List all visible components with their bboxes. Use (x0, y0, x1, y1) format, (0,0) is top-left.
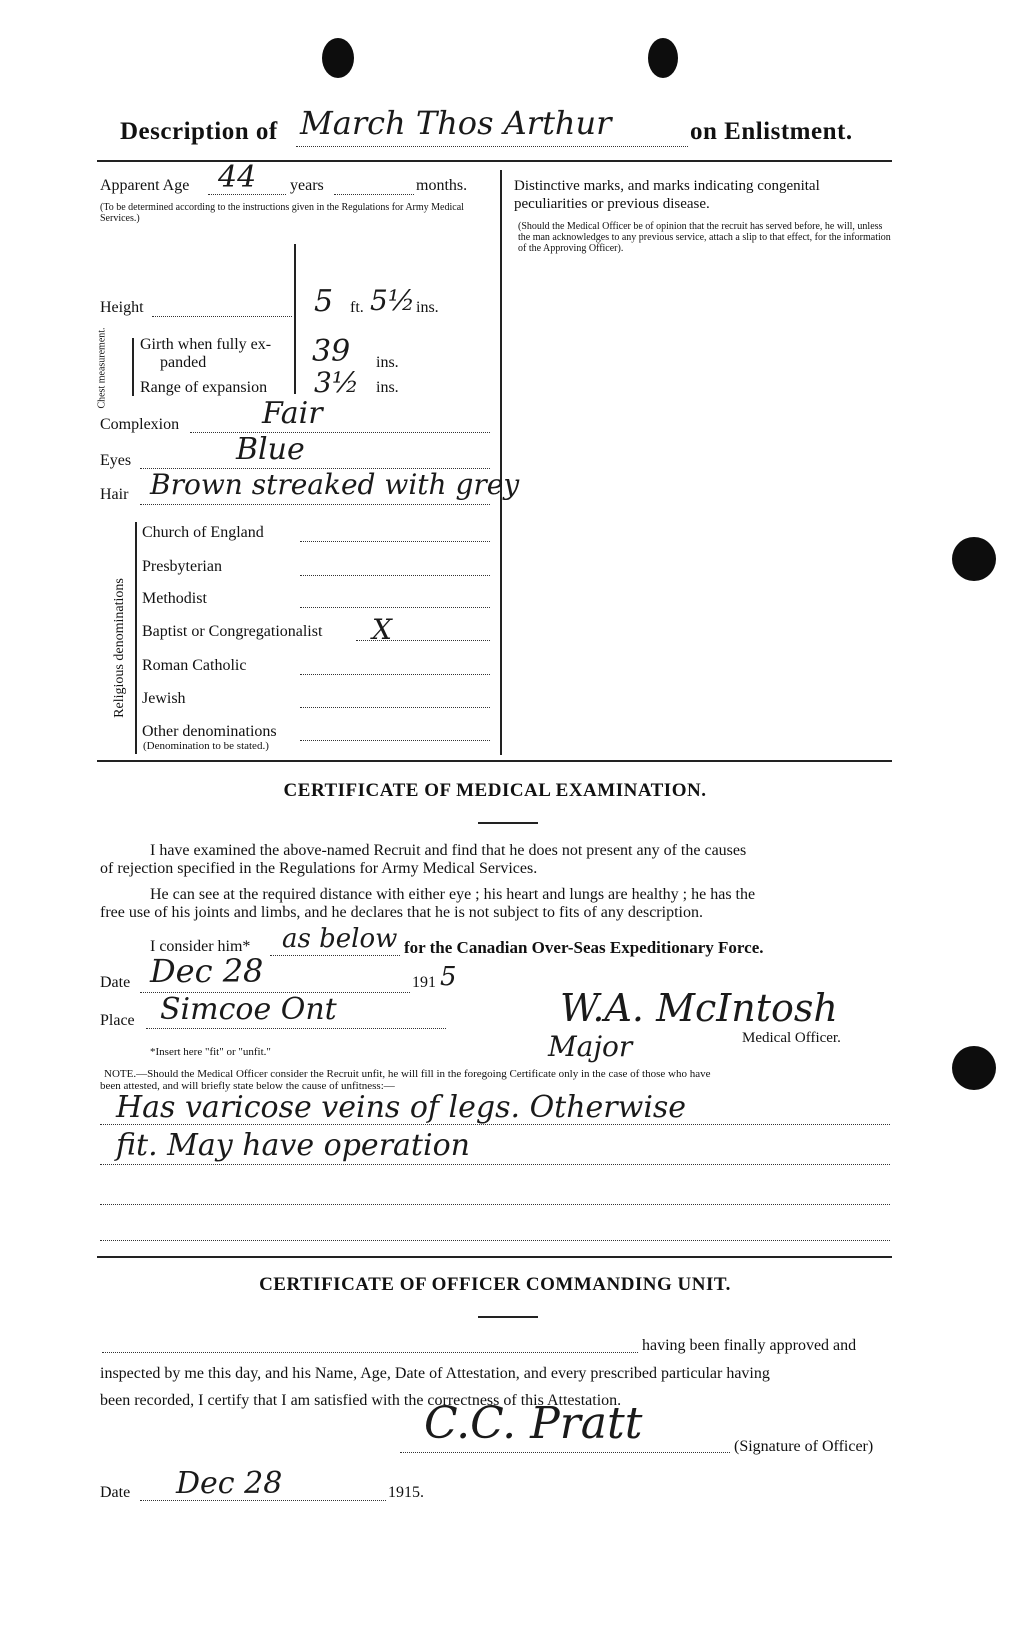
religion-mark: X (372, 613, 392, 646)
medical-title-underline (478, 822, 538, 824)
girth-ins-label: ins. (376, 354, 399, 371)
measure-bracket (294, 244, 296, 394)
range-ins-label: ins. (376, 379, 399, 396)
religion-bracket (135, 522, 137, 754)
apparent-age-label: Apparent Age (100, 177, 190, 194)
commanding-year: 1915. (388, 1484, 424, 1501)
remarks-line-2 (100, 1164, 890, 1165)
other-denomination-note: (Denomination to be stated.) (143, 740, 269, 752)
commanding-line3: been recorded, I certify that I am satisfied with the correctness of this Attestation. (100, 1392, 622, 1409)
height-in-value: 5½ (370, 284, 415, 317)
signature-of-officer-label: (Signature of Officer) (734, 1438, 874, 1455)
consider-suffix: for the Canadian Over-Seas Expeditionary Force. (404, 938, 764, 957)
religion-label: Church of England (142, 524, 264, 541)
ins-label: ins. (416, 299, 439, 316)
religion-side-label: Religious denominations (112, 578, 127, 718)
consider-prefix: I consider him* (150, 938, 251, 955)
commanding-title: CERTIFICATE OF OFFICER COMMANDING UNIT. (259, 1274, 731, 1295)
unfit-note-line1: NOTE.—Should the Medical Officer consider the Recruit unfit, he will fill in the foregoing Certificate only in the case of those who have (104, 1068, 711, 1080)
religion-line (300, 575, 490, 576)
religion-line (300, 541, 490, 542)
medical-para1-line2: of rejection specified in the Regulations for Army Medical Services. (100, 860, 538, 877)
chest-side-label: Chest measurement. (96, 327, 108, 409)
religion-label: Methodist (142, 590, 207, 607)
commanding-date-label: Date (100, 1484, 131, 1501)
title-suffix: on Enlistment. (690, 118, 853, 145)
punch-hole-right-upper (952, 537, 996, 581)
title-prefix: Description of (120, 118, 278, 145)
consider-value: as below (282, 924, 398, 954)
distinctive-heading-2: peculiarities or previous disease. (514, 196, 710, 212)
hair-label: Hair (100, 486, 129, 503)
medical-date-label: Date (100, 974, 131, 991)
distinctive-heading-1: Distinctive marks, and marks indicating congenital (514, 178, 820, 194)
distinctive-note: (Should the Medical Officer be of opinion that the recruit has served before, he will, unless the man acknowledges to any previous service, attach a slip to that effect, for the information of the Approving Officer). (518, 221, 891, 254)
place-line (146, 1028, 446, 1029)
section-rule-2 (97, 1256, 892, 1258)
medical-para2-line1: He can see at the required distance with either eye ; his heart and lungs are healthy ; he has the (150, 886, 756, 903)
religion-line (300, 707, 490, 708)
medical-officer-signature: W.A. McIntosh (560, 986, 838, 1030)
commanding-signature: C.C. Pratt (424, 1398, 643, 1449)
age-months-line (334, 194, 414, 195)
complexion-label: Complexion (100, 416, 180, 433)
remarks-line-4 (100, 1240, 890, 1241)
place-value: Simcoe Ont (160, 992, 337, 1027)
medical-year-prefix: 191 (412, 974, 436, 991)
medical-officer-rank: Major (548, 1030, 633, 1063)
remarks-line-2-text: fit. May have operation (116, 1128, 470, 1163)
apparent-age-value: 44 (218, 160, 257, 195)
medical-title: CERTIFICATE OF MEDICAL EXAMINATION. (283, 780, 707, 801)
commanding-name-line (102, 1352, 638, 1353)
range-value: 3½ (314, 366, 359, 399)
medical-date-value: Dec 28 (150, 952, 264, 990)
months-label: months. (416, 177, 468, 194)
commanding-signature-line (400, 1452, 730, 1453)
medical-year-value: 5 (440, 962, 457, 992)
commanding-line2: inspected by me this day, and his Name, Age, Date of Attestation, and every prescribed particular having (100, 1365, 770, 1382)
medical-para1-line1: I have examined the above-named Recruit and find that he does not present any of the causes (150, 842, 747, 859)
eyes-label: Eyes (100, 452, 132, 469)
commanding-line1-suffix: having been finally approved and (642, 1337, 857, 1354)
religion-label: Other denominations (142, 723, 277, 740)
complexion-line (190, 432, 490, 433)
religion-label: Jewish (142, 690, 186, 707)
unfit-note-line2: been attested, and will briefly state below the cause of unfitness:— (100, 1080, 395, 1092)
girth-value: 39 (312, 334, 351, 369)
recruit-name: March Thos Arthur (300, 104, 612, 142)
height-line (152, 316, 292, 317)
height-label: Height (100, 299, 144, 316)
punch-hole-top-right (648, 38, 678, 78)
religion-label: Presbyterian (142, 558, 222, 575)
section-rule-1 (97, 760, 892, 762)
religion-line (300, 674, 490, 675)
range-label: Range of expansion (140, 379, 268, 396)
commanding-title-underline (478, 1316, 538, 1318)
place-label: Place (100, 1012, 135, 1029)
age-note: (To be determined according to the instructions given in the Regulations for Army Medical Services.) (100, 202, 464, 224)
medical-officer-label: Medical Officer. (742, 1030, 841, 1046)
ft-label: ft. (350, 299, 364, 316)
height-ft-value: 5 (314, 284, 334, 319)
name-line (296, 146, 688, 147)
punch-hole-top-left (322, 38, 354, 78)
commanding-date-value: Dec 28 (176, 1466, 283, 1501)
punch-hole-right-lower (952, 1046, 996, 1090)
remarks-line-1-text: Has varicose veins of legs. Otherwise (116, 1090, 687, 1125)
eyes-value: Blue (236, 432, 305, 467)
medical-para2-line2: free use of his joints and limbs, and he declares that he is not subject to fits of any description. (100, 904, 703, 921)
religion-line (300, 740, 490, 741)
insert-note: *Insert here "fit" or "unfit." (150, 1046, 271, 1058)
religion-line (300, 607, 490, 608)
header-rule (97, 160, 892, 162)
column-divider (500, 170, 502, 755)
chest-bracket (132, 338, 134, 396)
complexion-value: Fair (262, 396, 323, 431)
years-label: years (290, 177, 324, 194)
girth-label-2: panded (160, 354, 207, 371)
consider-line (270, 955, 400, 956)
girth-label-1: Girth when fully ex- (140, 336, 272, 353)
remarks-line-3 (100, 1204, 890, 1205)
hair-line (140, 504, 490, 505)
religion-label: Baptist or Congregationalist (142, 623, 323, 640)
hair-value: Brown streaked with grey (150, 468, 520, 501)
religion-label: Roman Catholic (142, 657, 247, 674)
